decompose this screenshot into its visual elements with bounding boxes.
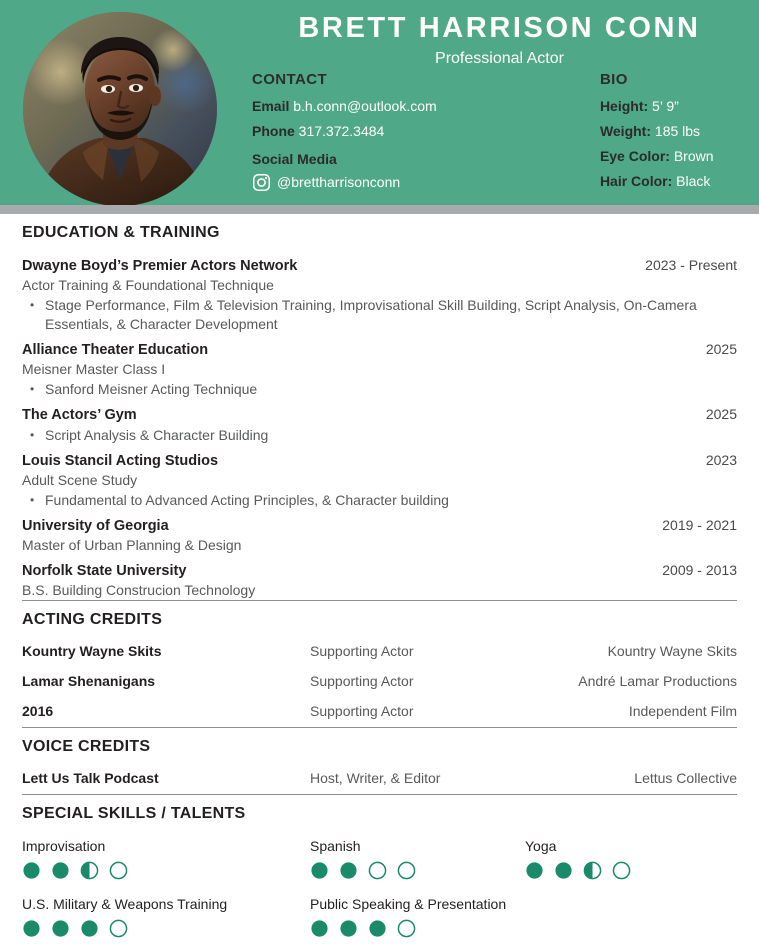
bio-row-height <box>600 94 759 119</box>
skill-name: Improvisation <box>22 838 106 854</box>
credit-row <box>22 764 737 794</box>
skill-rating <box>310 856 525 880</box>
skill-name: Yoga <box>525 838 557 854</box>
section-heading-education: EDUCATION & TRAINING <box>22 224 220 241</box>
credit-title: Kountry Wayne Skits <box>22 643 162 659</box>
credit-role: Supporting Actor <box>310 673 414 689</box>
skill-rating <box>310 914 525 938</box>
header-columns <box>252 68 759 194</box>
education-item <box>22 399 737 445</box>
email-row <box>252 94 600 119</box>
education-date: 2023 - Present <box>645 257 737 273</box>
education-item <box>22 555 737 600</box>
education-school: Dwayne Boyd’s Premier Actors Network <box>22 258 298 274</box>
education-school: Louis Stancil Acting Studios <box>22 453 219 469</box>
education-item-header <box>22 405 737 425</box>
skill-dot-half <box>80 861 99 880</box>
education-date: 2025 <box>705 341 737 357</box>
bio-row-hair-color <box>600 169 759 194</box>
email-label: Email <box>252 98 290 114</box>
education-list <box>22 250 737 600</box>
credit-production: Independent Film <box>628 703 737 719</box>
page-title: BRETT HARRISON CONN <box>298 12 701 44</box>
eye-color-label: Eye Color: <box>599 148 670 164</box>
credit-title: Lett Us Talk Podcast <box>22 770 159 786</box>
skill-name: Spanish <box>310 838 361 854</box>
weight-value: 185 lbs <box>654 123 701 139</box>
page-subtitle: Professional Actor <box>435 50 564 67</box>
education-bullet: • Fundamental to Advanced Acting Principles, & Character building <box>22 491 737 510</box>
skill-name: Public Speaking & Presentation <box>310 896 507 912</box>
skill-dot-full <box>339 919 358 938</box>
credit-title: Lamar Shenanigans <box>22 673 156 689</box>
instagram-handle[interactable]: @brettharrisonconn <box>277 174 401 190</box>
skill-cell <box>525 831 737 880</box>
education-program: B.S. Building Construcion Technology <box>22 582 256 598</box>
education-bullets <box>22 380 737 399</box>
skill-cell <box>22 831 310 880</box>
education-bullets <box>22 426 737 445</box>
education-item <box>22 250 737 334</box>
education-school: The Actors’ Gym <box>22 407 137 423</box>
social-media-heading: Social Media <box>252 151 337 167</box>
headshot-photo <box>23 12 217 205</box>
voice-credits-list <box>22 764 737 794</box>
education-school: University of Georgia <box>22 518 169 534</box>
skill-rating <box>525 856 737 880</box>
education-bullet: • Sanford Meisner Acting Technique <box>22 380 737 399</box>
skill-row <box>22 889 737 938</box>
name-block <box>240 8 759 71</box>
resume-body <box>0 214 759 938</box>
education-program: Adult Scene Study <box>22 472 138 488</box>
education-item-header <box>22 451 737 471</box>
instagram-icon[interactable] <box>252 173 271 192</box>
credit-row <box>22 697 737 727</box>
education-bullet: • Script Analysis & Character Building <box>22 426 737 445</box>
eye-color-value: Brown <box>673 148 714 164</box>
skill-dot-half <box>583 861 602 880</box>
skill-dot-empty <box>109 861 128 880</box>
skill-dot-full <box>22 861 41 880</box>
skill-cell <box>310 831 525 880</box>
bio-row-weight <box>600 119 759 144</box>
skill-dot-empty <box>397 919 416 938</box>
education-program: Master of Urban Planning & Design <box>22 537 242 553</box>
skill-dot-full <box>310 919 329 938</box>
hair-color-value: Black <box>676 173 711 189</box>
skill-dot-full <box>310 861 329 880</box>
credit-title: 2016 <box>22 703 54 719</box>
section-heading-voice-credits: VOICE CREDITS <box>22 738 151 755</box>
phone-row <box>252 119 600 144</box>
education-bullet: • Stage Performance, Film & Television Training, Improvisational Skill Building, Script Analysis, On-Camera Essentials, & Character Development <box>22 296 737 334</box>
hair-color-label: Hair Color: <box>599 173 673 189</box>
education-program: Meisner Master Class I <box>22 361 166 377</box>
skill-dot-empty <box>109 919 128 938</box>
skill-dot-full <box>554 861 573 880</box>
education-school: Norfolk State University <box>22 563 187 579</box>
education-item-header <box>22 516 737 536</box>
weight-label: Weight: <box>599 123 652 139</box>
bio-column <box>600 68 759 194</box>
education-item <box>22 334 737 399</box>
skill-dot-empty <box>368 861 387 880</box>
credit-production: Kountry Wayne Skits <box>607 643 737 659</box>
skill-dot-empty <box>612 861 631 880</box>
contact-heading: CONTACT <box>252 71 328 88</box>
header-divider-band <box>0 205 759 214</box>
skill-dot-full <box>525 861 544 880</box>
email-value[interactable]: b.h.conn@outlook.com <box>293 98 437 114</box>
section-heading-acting-credits: ACTING CREDITS <box>22 611 163 628</box>
education-school: Alliance Theater Education <box>22 342 209 358</box>
resume-header <box>0 0 759 205</box>
skill-rating <box>22 856 310 880</box>
skill-name: U.S. Military & Weapons Training <box>22 896 228 912</box>
bio-heading: BIO <box>599 71 628 88</box>
skill-dot-empty <box>397 861 416 880</box>
education-item-header <box>22 561 737 581</box>
skill-dot-full <box>339 861 358 880</box>
credit-role: Host, Writer, & Editor <box>310 770 441 786</box>
credit-row <box>22 637 737 667</box>
credit-role: Supporting Actor <box>310 703 414 719</box>
education-date: 2009 - 2013 <box>662 562 737 578</box>
education-item-header <box>22 340 737 360</box>
skill-cell <box>310 889 525 938</box>
skill-row <box>22 831 737 880</box>
skill-dot-full <box>368 919 387 938</box>
skills-area <box>22 831 737 938</box>
instagram-row[interactable] <box>252 171 600 193</box>
skill-dot-full <box>80 919 99 938</box>
education-bullets <box>22 296 737 334</box>
bio-row-eye-color <box>600 144 759 169</box>
phone-label: Phone <box>252 123 295 139</box>
section-heading-skills: SPECIAL SKILLS / TALENTS <box>22 805 246 822</box>
education-date: 2023 <box>705 452 737 468</box>
education-date: 2025 <box>705 406 737 422</box>
skill-dot-full <box>51 861 70 880</box>
avatar <box>23 12 217 205</box>
skill-dot-full <box>51 919 70 938</box>
education-item <box>22 445 737 510</box>
education-bullets <box>22 491 737 510</box>
contact-column <box>252 68 600 194</box>
skill-cell <box>22 889 310 938</box>
credit-production: Lettus Collective <box>634 770 737 786</box>
height-value: 5’ 9” <box>652 98 679 114</box>
education-item <box>22 510 737 555</box>
credit-production: André Lamar Productions <box>578 673 737 689</box>
acting-credits-list <box>22 637 737 727</box>
education-item-header <box>22 256 737 276</box>
education-date: 2019 - 2021 <box>662 517 737 533</box>
credit-row <box>22 667 737 697</box>
credit-role: Supporting Actor <box>310 643 414 659</box>
phone-value[interactable]: 317.372.3484 <box>298 123 385 139</box>
height-label: Height: <box>599 98 649 114</box>
skill-cell-empty <box>525 889 737 938</box>
skill-rating <box>22 914 310 938</box>
skill-dot-full <box>22 919 41 938</box>
education-program: Actor Training & Foundational Technique <box>22 277 274 293</box>
